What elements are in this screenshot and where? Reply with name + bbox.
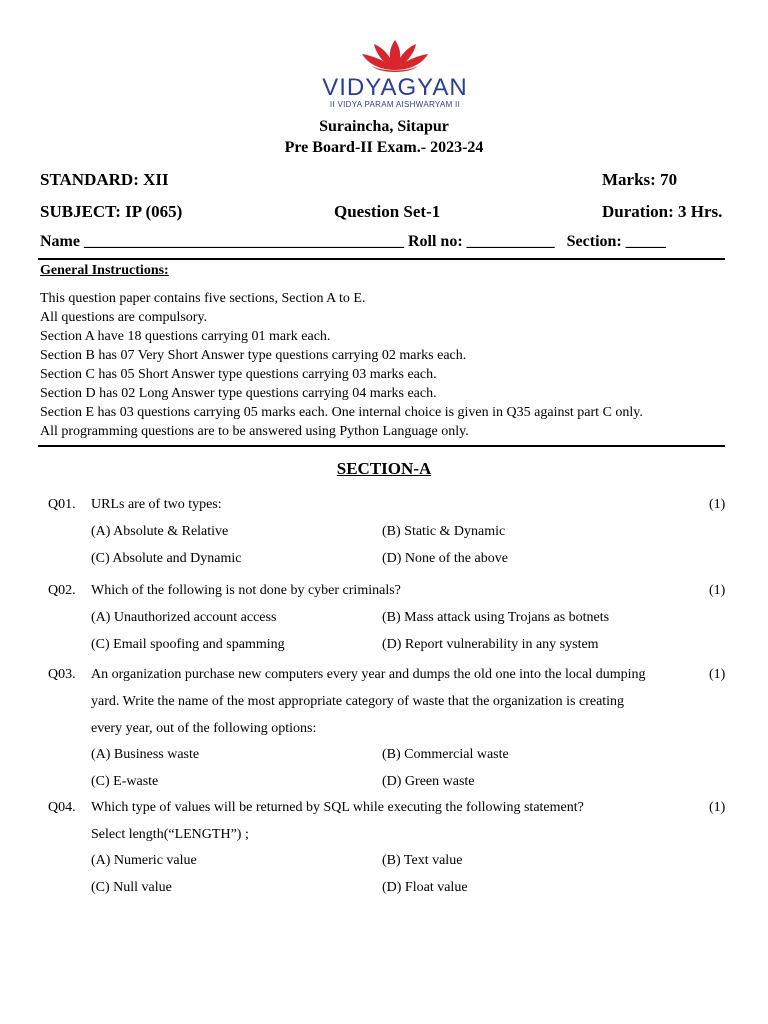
option-b: (B) Static & Dynamic (382, 524, 506, 539)
section-title (0, 459, 768, 479)
option-d: (D) Report vulnerability in any system (382, 637, 599, 652)
question-text: Which type of values will be returned by SQL while executing the following statement? (91, 800, 584, 815)
marks-label: Marks: 70 (602, 170, 678, 189)
question-text: every year, out of the following options: (91, 721, 317, 736)
option-c: (C) Null value (91, 880, 172, 895)
option-c: (C) Absolute and Dynamic (91, 551, 242, 566)
logo-wordmark: VIDYAGYAN (322, 74, 468, 101)
instructions-title: General Instructions: (40, 263, 169, 278)
option-d: (D) Float value (382, 880, 468, 895)
instruction-line: All programming questions are to be answered using Python Language only. (40, 424, 469, 439)
question-marks: (1) (709, 583, 726, 598)
option-b: (B) Text value (382, 853, 463, 868)
instruction-line: Section C has 05 Short Answer type questions carrying 03 marks each. (40, 367, 437, 382)
question-marks: (1) (709, 667, 726, 682)
section-title-text: SECTION-A (336, 459, 432, 478)
option-d: (D) None of the above (382, 551, 508, 566)
instruction-line: All questions are compulsory. (40, 310, 208, 325)
name-roll-section-line: Name ________________________________________ Roll no: ___________ Section: _____ (40, 233, 666, 250)
question-marks: (1) (709, 800, 726, 815)
school-logo (300, 38, 490, 112)
instructions-divider (38, 445, 725, 447)
instruction-line: Section D has 02 Long Answer type questions carrying 04 marks each. (40, 386, 437, 401)
lotus-icon (300, 38, 490, 78)
option-c: (C) Email spoofing and spamming (91, 637, 285, 652)
logo-tagline: II VIDYA PARAM AISHWARYAM II (329, 100, 461, 109)
question-text: yard. Write the name of the most appropriate category of waste that the organization is creating (91, 694, 625, 709)
instruction-line: This question paper contains five sections, Section A to E. (40, 291, 366, 306)
exam-title: Pre Board-II Exam.- 2023-24 (284, 139, 484, 156)
question-number: Q02. (48, 583, 76, 598)
question-text: Select length(“LENGTH”) ; (91, 827, 249, 842)
option-a: (A) Absolute & Relative (91, 524, 229, 539)
option-b: (B) Commercial waste (382, 747, 509, 762)
instruction-line: Section E has 03 questions carrying 05 marks each. One internal choice is given in Q35 against part C only. (40, 405, 643, 420)
option-d: (D) Green waste (382, 774, 475, 789)
subject-label: SUBJECT: IP (065) (40, 202, 183, 221)
option-b: (B) Mass attack using Trojans as botnets (382, 610, 610, 625)
option-a: (A) Numeric value (91, 853, 197, 868)
question-text: URLs are of two types: (91, 497, 222, 512)
question-number: Q04. (48, 800, 76, 815)
standard-label: STANDARD: XII (40, 170, 169, 189)
header-divider (38, 258, 725, 260)
question-text: An organization purchase new computers every year and dumps the old one into the local dumping (91, 667, 646, 682)
instruction-line: Section A have 18 questions carrying 01 mark each. (40, 329, 331, 344)
question-number: Q01. (48, 497, 76, 512)
option-a: (A) Unauthorized account access (91, 610, 277, 625)
school-location: Suraincha, Sitapur (319, 118, 449, 135)
question-marks: (1) (709, 497, 726, 512)
question-text: Which of the following is not done by cyber criminals? (91, 583, 401, 598)
duration-label: Duration: 3 Hrs. (602, 202, 723, 221)
option-c: (C) E-waste (91, 774, 159, 789)
instruction-line: Section B has 07 Very Short Answer type questions carrying 02 marks each. (40, 348, 467, 363)
question-set-label: Question Set-1 (334, 202, 441, 221)
question-number: Q03. (48, 667, 76, 682)
option-a: (A) Business waste (91, 747, 200, 762)
